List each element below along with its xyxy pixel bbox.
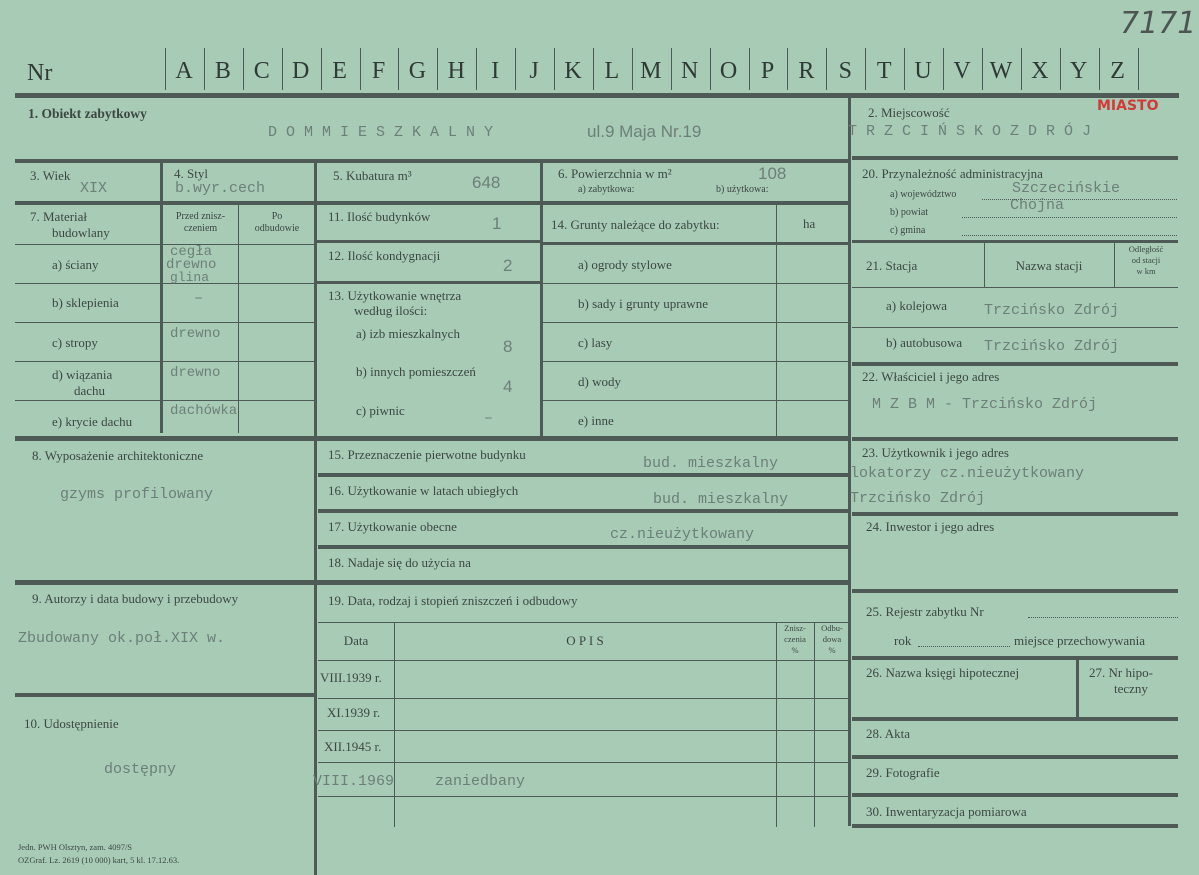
s7-row-c: c) stropy — [52, 335, 98, 350]
rule-19-r3 — [318, 762, 848, 763]
nr-label: Nr — [27, 60, 53, 86]
index-letter-x: X — [1031, 58, 1049, 84]
index-letter-j: J — [529, 58, 539, 84]
index-letter-h: H — [447, 58, 465, 84]
s1-label: 1. Obiekt zabytkowy — [28, 106, 147, 121]
rule-row-8 — [15, 436, 848, 441]
s30-label: 30. Inwentaryzacja pomiarowa — [866, 804, 1027, 819]
s23-label: 23. Użytkownik i jego adres — [862, 445, 1009, 460]
s11-label: 11. Ilość budynków — [328, 209, 431, 224]
s10-label: 10. Udostępnienie — [24, 716, 119, 731]
s27-label-2: teczny — [1114, 681, 1148, 696]
s27-label-1: 27. Nr hipo- — [1089, 665, 1153, 680]
s9-value: Zbudowany ok.poł.XIX w. — [18, 630, 226, 647]
s7-col2-1: Po — [271, 211, 283, 222]
s19-col-o2: dowa — [822, 634, 842, 644]
rule-18 — [318, 545, 848, 549]
index-letter-o: O — [719, 58, 738, 84]
index-letter-t: T — [876, 58, 892, 84]
rule-14b — [540, 322, 848, 323]
rule-24 — [852, 512, 1178, 516]
rule-25 — [852, 589, 1178, 593]
rule-17 — [318, 509, 848, 513]
s20-b: b) powiat — [890, 207, 929, 218]
dots-20a — [982, 199, 1177, 200]
index-letter-f: F — [371, 58, 386, 84]
s7-row-a-v3: glina — [170, 270, 210, 285]
s14-unit: ha — [803, 216, 816, 231]
s1-value-b: ul.9 Maja Nr.19 — [587, 122, 702, 141]
index-letter-i: I — [491, 58, 500, 84]
s17-value: cz.nieużytkowany — [610, 526, 755, 543]
right-column-divider — [848, 96, 851, 826]
s19-typed-date: VIII.1969 — [313, 773, 395, 790]
s24-label: 24. Inwestor i jego adres — [866, 519, 995, 534]
rule-7c — [15, 322, 314, 323]
s14-item-c: c) lasy — [578, 335, 613, 350]
rule-7d — [15, 361, 314, 362]
s19-col-o-pct: % — [828, 645, 836, 655]
s21-col-name: Nazwa stacji — [1015, 258, 1083, 273]
s14-item-e: e) inne — [578, 413, 614, 428]
s19-col-o1: Odbu- — [821, 623, 843, 633]
rule-21-head — [852, 287, 1178, 288]
rule-16 — [318, 473, 848, 477]
s7-label-1: 7. Materiał — [30, 209, 88, 224]
s5-value: 648 — [472, 173, 501, 192]
s25-miejsce: miejsce przechowywania — [1014, 633, 1146, 648]
dots-25-rok — [918, 646, 1010, 647]
rule-14c — [540, 361, 848, 362]
s23-value-1: lokatorzy cz.nieużytkowany — [850, 465, 1085, 482]
rule-bottom — [852, 824, 1178, 828]
s7-row-a-v2: drewno — [166, 257, 217, 273]
index-letter-d: D — [292, 58, 310, 84]
s7-row-b-v1: – — [194, 290, 204, 307]
s2-stamp: MIASTO — [1097, 98, 1159, 114]
s13-label-2: według ilości: — [354, 303, 428, 318]
rule-14a — [540, 283, 848, 284]
s4-value: b.wyr.cech — [175, 180, 266, 197]
letter-separator — [1138, 48, 1139, 90]
index-letter-b: B — [214, 58, 231, 84]
s19-label: 19. Data, rodzaj i stopień zniszczeń i odbudowy — [328, 593, 578, 608]
s19-date-2: XI.1939 r. — [327, 705, 381, 720]
index-letter-k: K — [564, 58, 582, 84]
rule-19-head — [318, 622, 848, 623]
s7-label-2: budowlany — [52, 225, 110, 240]
index-letter-w: W — [989, 58, 1013, 84]
s28-label: 28. Akta — [866, 726, 911, 741]
divider-v2 — [314, 163, 317, 875]
s7-col2-2: odbudowie — [254, 223, 300, 234]
dots-20c — [962, 235, 1177, 236]
rule-13 — [314, 281, 540, 284]
divider-27 — [1076, 660, 1079, 718]
s8-label: 8. Wyposażenie architektoniczne — [32, 448, 204, 463]
s6-value: 108 — [758, 164, 787, 183]
s6-a: a) zabytkowa: — [578, 184, 635, 195]
rule-7e — [15, 400, 314, 401]
divider-material — [238, 205, 239, 433]
s7-row-d-2: dachu — [74, 383, 106, 398]
s19-col-z2: czenia — [784, 634, 806, 644]
s7-row-c-v1: drewno — [170, 326, 221, 342]
s11-value: 1 — [492, 214, 502, 233]
index-letter-u: U — [914, 58, 932, 84]
s22-label: 22. Właściciel i jego adres — [862, 369, 1000, 384]
footer-line-2: OZGraf. Lz. 2619 (10 000) kart, 5 kl. 17.12.63. — [18, 855, 180, 865]
s21-a-value: Trzcińsko Zdrój — [984, 302, 1120, 319]
s6-label: 6. Powierzchnia w m² — [558, 166, 672, 181]
s7-row-a: a) ściany — [52, 257, 99, 272]
s18-label: 18. Nadaje się do użycia na — [328, 555, 471, 570]
index-letter-g: G — [408, 58, 427, 84]
s7-row-d-1: d) wiązania — [52, 367, 113, 382]
s20-b-value: Chojna — [1010, 197, 1065, 214]
s3-label: 3. Wiek — [30, 168, 71, 183]
s23-value-2: Trzcińsko Zdrój — [850, 490, 986, 507]
s20-label: 20. Przynależność administracyjna — [862, 166, 1043, 181]
rule-7b — [15, 283, 314, 284]
s14-item-d: d) wody — [578, 374, 621, 389]
s21-col-dist-1: Odległość — [1128, 244, 1164, 254]
s21-a: a) kolejowa — [886, 298, 948, 313]
rule-14d — [540, 400, 848, 401]
s7-row-b: b) sklepienia — [52, 295, 119, 310]
s3-value: XIX — [80, 180, 108, 197]
s13-a-value: 8 — [503, 337, 513, 356]
index-letter-y: Y — [1070, 58, 1088, 84]
dots-25 — [1028, 617, 1178, 618]
index-letter-e: E — [332, 58, 347, 84]
s21-b-value: Trzcińsko Zdrój — [984, 338, 1120, 355]
s7-row-e-v1: dachówka — [170, 403, 238, 419]
rule-7a — [15, 244, 314, 245]
index-letter-s: S — [838, 58, 852, 84]
s20-a-value: Szczecińskie — [1012, 180, 1121, 197]
index-letter-z: Z — [1110, 58, 1125, 84]
s20-c: c) gmina — [890, 225, 926, 236]
s19-col-data: Data — [343, 633, 369, 648]
footer-line-1: Jedn. PWH Olsztyn, zam. 4097/S — [18, 842, 133, 852]
rule-29 — [852, 755, 1178, 759]
rule-row-9 — [15, 580, 848, 585]
s13-c: c) piwnic — [356, 403, 405, 418]
handwritten-number: 7171 — [1120, 6, 1197, 41]
divider-19-date — [394, 622, 395, 827]
rule-row-3 — [15, 159, 848, 163]
index-letter-m: M — [640, 58, 662, 84]
s5-label: 5. Kubatura m³ — [333, 168, 412, 183]
s10-value: dostępny — [104, 761, 177, 778]
s19-date-1: VIII.1939 r. — [320, 670, 382, 685]
s6-b: b) użytkowa: — [716, 184, 769, 195]
index-letter-p: P — [760, 58, 775, 84]
s21-label: 21. Stacja — [866, 258, 918, 273]
rule-26 — [852, 656, 1178, 660]
rule-19-r1 — [318, 698, 848, 699]
s13-b-value: 4 — [503, 377, 513, 396]
s13-b: b) innych pomieszczeń — [356, 364, 476, 379]
rule-28 — [852, 717, 1178, 721]
s2-label: 2. Miejscowość — [868, 105, 950, 120]
rule-19-r4 — [318, 796, 848, 797]
index-letter-v: V — [953, 58, 971, 84]
s14-item-b: b) sady i grunty uprawne — [578, 296, 708, 311]
rule-12 — [314, 240, 540, 243]
s16-value: bud. mieszkalny — [653, 491, 789, 508]
s16-label: 16. Użytkowanie w latach ubiegłych — [328, 483, 519, 498]
s8-value: gzyms profilowany — [60, 486, 214, 503]
index-letter-r: R — [798, 58, 815, 84]
rule-22 — [852, 362, 1178, 366]
s19-date-3: XII.1945 r. — [324, 739, 382, 754]
s21-b: b) autobusowa — [886, 335, 963, 350]
s14-item-a: a) ogrody stylowe — [578, 257, 672, 272]
s7-col1-1: Przed znisz- — [175, 211, 226, 222]
s12-value: 2 — [503, 256, 513, 275]
s29-label: 29. Fotografie — [866, 765, 940, 780]
s7-row-a-v1: cegła — [170, 244, 213, 260]
s2-value: T R Z C I Ń S K O Z D R Ó J — [848, 123, 1092, 140]
s25-rok: rok — [894, 633, 912, 648]
s25-label: 25. Rejestr zabytku Nr — [866, 604, 984, 619]
s19-col-opis: O P I S — [566, 633, 604, 648]
header-rule — [15, 93, 1179, 98]
rule-21a — [852, 327, 1178, 328]
s7-row-e: e) krycie dachu — [52, 414, 133, 429]
s26-label: 26. Nazwa księgi hipotecznej — [866, 665, 1020, 680]
rule-30 — [852, 793, 1178, 797]
rule-19-r2 — [318, 730, 848, 731]
index-letter-n: N — [681, 58, 699, 84]
rule-row-20 — [852, 156, 1178, 160]
index-letter-c: C — [253, 58, 270, 84]
s19-col-z1: Znisz- — [784, 623, 806, 633]
s19-typed-desc: zaniedbany — [435, 773, 526, 790]
s13-c-value: – — [484, 410, 494, 427]
s15-label: 15. Przeznaczenie pierwotne budynku — [328, 447, 526, 462]
rule-19-head-bottom — [318, 660, 848, 661]
rule-row-10 — [15, 693, 314, 697]
s21-col-dist-3: w km — [1136, 266, 1156, 276]
s21-col-dist-2: od stacji — [1131, 255, 1161, 265]
s19-col-z-pct: % — [791, 645, 799, 655]
s22-value: M Z B M - Trzcińsko Zdrój — [872, 396, 1098, 413]
s17-label: 17. Użytkowanie obecne — [328, 519, 457, 534]
s7-row-d-v1: drewno — [170, 365, 221, 381]
rule-14 — [540, 242, 848, 245]
s12-label: 12. Ilość kondygnacji — [328, 248, 441, 263]
rule-row-7 — [15, 201, 848, 205]
s1-value-a: D O M M I E S Z K A L N Y — [268, 124, 494, 141]
s14-label: 14. Grunty należące do zabytku: — [551, 217, 720, 232]
s9-label: 9. Autorzy i data budowy i przebudowy — [32, 591, 239, 606]
s4-label: 4. Styl — [174, 166, 208, 181]
s20-a: a) województwo — [890, 189, 957, 200]
s13-label-1: 13. Użytkowanie wnętrza — [328, 288, 462, 303]
s7-col1-2: czeniem — [183, 223, 218, 234]
rule-21 — [852, 240, 1178, 243]
dots-20b — [962, 217, 1177, 218]
index-letter-l: L — [604, 58, 620, 84]
s15-value: bud. mieszkalny — [643, 455, 779, 472]
s13-a: a) izb mieszkalnych — [356, 326, 460, 341]
index-letter-a: A — [175, 58, 193, 84]
rule-23 — [852, 437, 1178, 441]
